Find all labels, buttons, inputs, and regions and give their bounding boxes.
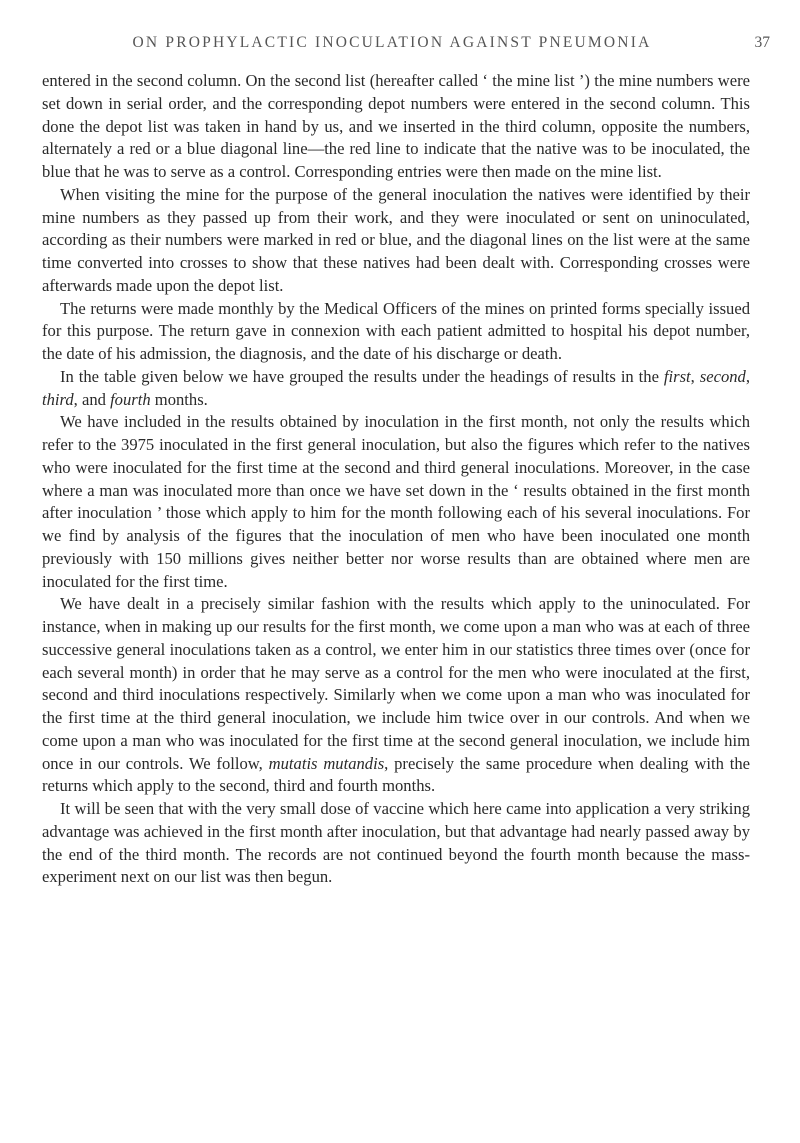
paragraph-uninoculated bbox=[42, 593, 750, 798]
italic-fourth: fourth bbox=[110, 389, 151, 409]
paragraph-first-month-results: We have included in the results obtained by inoculation in the first month, not only the results which refer to the 3975 inoculated in the first general inoculation, but also the figures which refer to the natives who were inoculated for the first time at the second and third general inoculations. Moreover, in the case where a man was inoculated more than once we have set down in the ‘ results obtained in the first month after inoculation ’ those which apply to him for the month following each of his several inoculations. For we find by analysis of the figures that the inoculation of men who have been inoculated one month previously with 150 millions gives neither better nor worse results than are obtained where men are inoculated for the first time. bbox=[42, 412, 750, 591]
italic-second: second bbox=[699, 366, 746, 386]
italic-mutatis-mutandis: mutatis mutandis bbox=[268, 753, 385, 773]
paragraph-mine-visit: When visiting the mine for the purpose of the general inoculation the natives were identified by their mine numbers as they passed up from their work, and they were inoculated or sent on uninoculated, according as their numbers were marked in red or blue, and the diagonal lines on the list were at the same time converted into crosses to show that these natives had been dealt with. Corresponding crosses were afterwards made upon the depot list. bbox=[42, 184, 750, 295]
running-title: ON PROPHYLACTIC INOCULATION AGAINST PNEUMONIA bbox=[132, 34, 652, 51]
paragraph-returns: The returns were made monthly by the Medical Officers of the mines on printed forms specially issued for this purpose. The return gave in connexion with each patient admitted to hospital his depot number, the date of his admission, the diagnosis, and the date of his discharge or death. bbox=[42, 298, 750, 363]
body-text bbox=[42, 70, 750, 889]
italic-third: third bbox=[42, 389, 74, 409]
text-span: , precisely the same procedure when dealing with the returns which apply to the second, third and fourth months. bbox=[42, 753, 750, 796]
page-number: 37 bbox=[754, 34, 770, 51]
text-span: In the table given below we have grouped the results under the headings of results in the bbox=[60, 366, 664, 386]
text-span: , and bbox=[73, 389, 111, 409]
text-span: , bbox=[690, 366, 700, 386]
paragraph-table-grouping bbox=[42, 366, 750, 412]
text-span: , bbox=[745, 366, 751, 386]
paragraph-continued: entered in the second column. On the second list (hereafter called ‘ the mine list ’) the mine numbers were set down in serial order, and the corresponding depot numbers were entered in the second column. This done the depot list was taken in hand by us, and we inserted in the third column, opposite the numbers, alternately a red or a blue diagonal line—the red line to indicate that the native was to be inoculated, the blue that he was to serve as a control. Corresponding entries were then made on the mine list. bbox=[42, 71, 750, 181]
text-span: months. bbox=[150, 389, 208, 409]
paragraph-conclusion: It will be seen that with the very small dose of vaccine which here came into application a very striking advantage was achieved in the first month after inoculation, but that advantage had nearly passed away by the end of the third month. The records are not continued beyond the fourth month because the mass-experiment next on our list was then begun. bbox=[42, 799, 750, 887]
text-span: We have dealt in a precisely similar fashion with the results which apply to the uninoculated. For instance, when in making up our results for the first month, we come upon a man who was at each of three successive general inoculations taken as a control, we enter him in our statistics three times over (once for each several month) in order that he may serve as a control for the men who were inoculated at the first, second and third inoculations respectively. Similarly when we come upon a man who was inoculated for the first time at the third general inoculation, we include him twice over in our controls. And when we come upon a man who was inoculated for the first time at the second general inoculation, we include him once in our controls. We follow, bbox=[42, 594, 750, 773]
running-head bbox=[54, 34, 770, 62]
italic-first: first bbox=[663, 366, 691, 386]
